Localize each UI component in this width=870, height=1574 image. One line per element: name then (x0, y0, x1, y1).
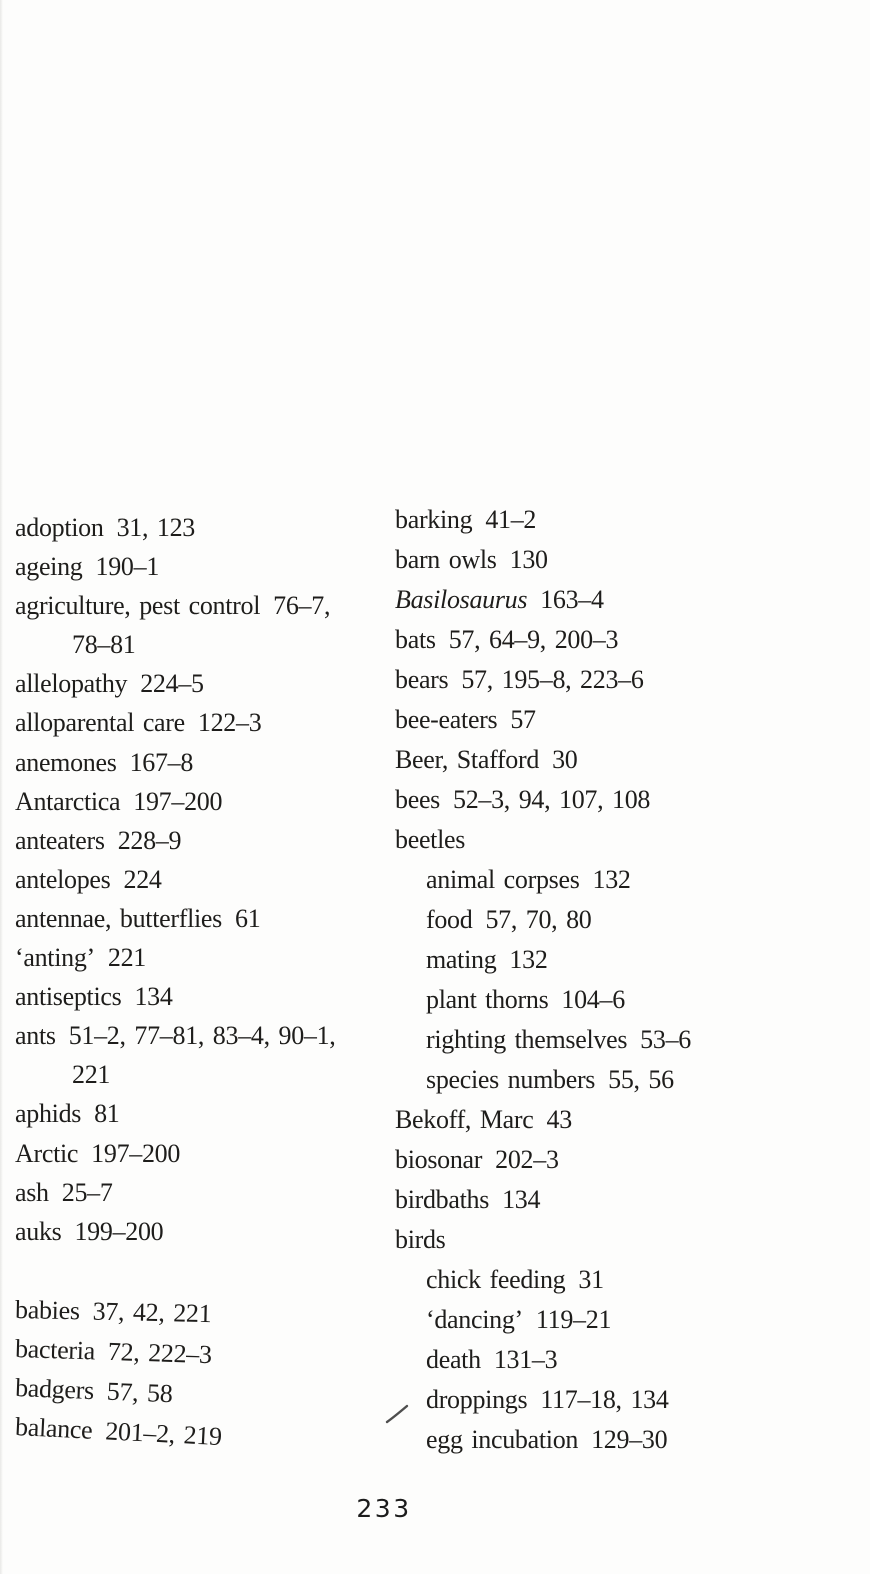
page-numbers: 190–1 (95, 552, 160, 582)
index-term: alloparental care (15, 708, 185, 738)
index-term: bats (395, 625, 436, 654)
page-numbers: 202–3 (495, 1145, 559, 1174)
index-term: Basilosaurus (395, 585, 528, 614)
index-term: animal corpses (426, 865, 580, 894)
index-term: species numbers (426, 1065, 596, 1094)
page-numbers: 57, 58 (106, 1376, 174, 1409)
index-term: balance (14, 1412, 94, 1445)
index-subentry (395, 860, 691, 900)
page-numbers: 130 (509, 545, 548, 574)
index-subentry (395, 980, 691, 1020)
page-numbers: 197–200 (91, 1138, 181, 1168)
index-term: biosonar (395, 1145, 483, 1174)
index-heading (395, 820, 691, 860)
page-numbers: 132 (592, 865, 631, 894)
page-numbers: 119–21 (535, 1305, 612, 1334)
page-numbers: 25–7 (61, 1177, 113, 1207)
scan-edge-shadow (0, 0, 3, 1574)
page-numbers: 53–6 (640, 1025, 691, 1054)
index-subentry (395, 940, 691, 980)
page-numbers: 61 (235, 903, 261, 933)
page-numbers: 221 (72, 1060, 111, 1090)
index-term: adoption (15, 513, 104, 542)
index-term: agriculture, pest control (15, 591, 261, 621)
index-heading (395, 1220, 691, 1260)
index-term: bears (395, 665, 449, 694)
index-entry (15, 703, 336, 742)
index-term: egg incubation (426, 1425, 579, 1454)
index-term: Beer, Stafford (395, 745, 540, 774)
index-entry (15, 977, 336, 1016)
index-entry (15, 860, 336, 899)
index-column-right (395, 500, 691, 1460)
index-term: barking (395, 505, 473, 534)
index-term: bee-eaters (395, 705, 498, 734)
index-entry (395, 660, 691, 700)
page-numbers: 41–2 (485, 505, 537, 534)
index-entry (15, 782, 336, 821)
index-term: Arctic (15, 1138, 79, 1168)
index-entry (395, 500, 691, 540)
index-entry (15, 1173, 336, 1212)
index-term: barn owls (395, 545, 497, 574)
index-term: righting themselves (426, 1025, 628, 1054)
index-term: antennae, butterflies (15, 903, 222, 933)
index-entry (15, 1290, 336, 1336)
page-numbers: 224–5 (140, 669, 204, 699)
index-entry (15, 586, 336, 625)
index-subentry (395, 1300, 691, 1340)
page-numbers: 31 (578, 1265, 604, 1294)
page-numbers: 72, 222–3 (107, 1336, 213, 1370)
index-term: birdbaths (395, 1185, 490, 1214)
index-term: bees (395, 785, 440, 814)
page-numbers: 51–2, 77–81, 83–4, 90–1, (68, 1021, 336, 1051)
index-entry (395, 740, 691, 780)
index-term: ageing (15, 552, 83, 582)
index-subentry (395, 1260, 691, 1300)
index-term: plant thorns (426, 985, 549, 1014)
index-entry (395, 620, 691, 660)
index-entry (395, 540, 691, 580)
folio-page-number: 233 (356, 1494, 412, 1523)
page-numbers: 55, 56 (608, 1065, 674, 1094)
index-entry-continuation (15, 1055, 336, 1094)
index-entry (395, 780, 691, 820)
index-entry (15, 938, 336, 977)
index-term: Antarctica (15, 786, 121, 816)
index-term: beetles (395, 825, 466, 854)
index-term: auks (15, 1216, 62, 1246)
index-term: ash (15, 1177, 49, 1207)
index-term: ‘dancing’ (426, 1305, 523, 1334)
index-term: droppings (426, 1385, 528, 1414)
index-term: ants (15, 1021, 56, 1051)
page-numbers: 30 (552, 745, 578, 774)
pencil-slash-mark (384, 1402, 410, 1426)
index-term: allelopathy (15, 669, 128, 699)
page-numbers: 57, 195–8, 223–6 (461, 665, 644, 694)
index-term: badgers (14, 1373, 95, 1406)
page-numbers: 221 (107, 943, 147, 973)
index-term: chick feeding (426, 1265, 566, 1294)
page-numbers: 163–4 (540, 585, 604, 614)
index-entry (395, 1140, 691, 1180)
page-numbers: 43 (546, 1105, 572, 1134)
index-entry (15, 899, 336, 938)
page-numbers: 57, 64–9, 200–3 (448, 625, 619, 654)
page-numbers: 199–200 (74, 1216, 164, 1246)
index-term: babies (14, 1294, 80, 1326)
page-numbers: 228–9 (117, 825, 182, 855)
page-numbers: 132 (509, 945, 548, 974)
index-subentry (395, 1020, 691, 1060)
index-term: bacteria (14, 1333, 96, 1366)
page-numbers: 104–6 (561, 985, 625, 1014)
page-numbers: 197–200 (133, 786, 223, 816)
page-numbers: 57, 70, 80 (485, 905, 592, 934)
page-numbers: 37, 42, 221 (92, 1296, 212, 1328)
page-numbers: 76–7, (273, 591, 331, 621)
page-numbers: 52–3, 94, 107, 108 (453, 785, 651, 814)
index-subentry (395, 1420, 691, 1460)
index-entry (15, 547, 336, 586)
index-term: mating (426, 945, 497, 974)
page-numbers: 201–2, 219 (104, 1416, 223, 1452)
index-column-left (14, 508, 336, 1452)
index-subentry (395, 900, 691, 940)
page-numbers: 167–8 (129, 747, 194, 777)
page-numbers: 57 (510, 705, 536, 734)
index-subentry (395, 1380, 691, 1420)
index-entry (395, 700, 691, 740)
page-numbers: 117–18, 134 (540, 1385, 669, 1414)
page-numbers: 134 (134, 982, 173, 1012)
index-term: food (426, 905, 473, 934)
index-entry-continuation (15, 625, 336, 664)
index-term: aphids (15, 1099, 82, 1129)
index-subentry (395, 1060, 691, 1100)
index-term: Bekoff, Marc (395, 1105, 534, 1134)
index-entry (395, 1100, 691, 1140)
page-numbers: 131–3 (493, 1345, 558, 1374)
index-term: death (426, 1345, 481, 1374)
page-numbers: 129–30 (591, 1425, 668, 1454)
index-entry (395, 1180, 691, 1220)
page-numbers: 78–81 (72, 630, 136, 660)
index-subentry (395, 1340, 691, 1380)
index-term: anteaters (15, 825, 105, 855)
index-term: ‘anting’ (15, 943, 95, 973)
index-entry (15, 1094, 336, 1133)
page-numbers: 81 (94, 1099, 120, 1129)
index-entry (15, 1134, 336, 1173)
index-entry (15, 743, 336, 782)
index-entry (15, 821, 336, 860)
index-entry (15, 664, 336, 703)
page-numbers: 224 (123, 864, 162, 894)
index-entry (15, 1016, 336, 1055)
index-entry (395, 580, 691, 620)
page-numbers: 134 (502, 1185, 541, 1214)
index-term: birds (395, 1225, 446, 1254)
index-term: anemones (15, 747, 117, 777)
page-numbers: 31, 123 (116, 513, 195, 542)
index-entry (15, 508, 336, 547)
page-numbers: 122–3 (197, 708, 262, 738)
index-term: antelopes (15, 864, 111, 894)
index-term: antiseptics (15, 982, 122, 1012)
index-entry (15, 1212, 336, 1251)
